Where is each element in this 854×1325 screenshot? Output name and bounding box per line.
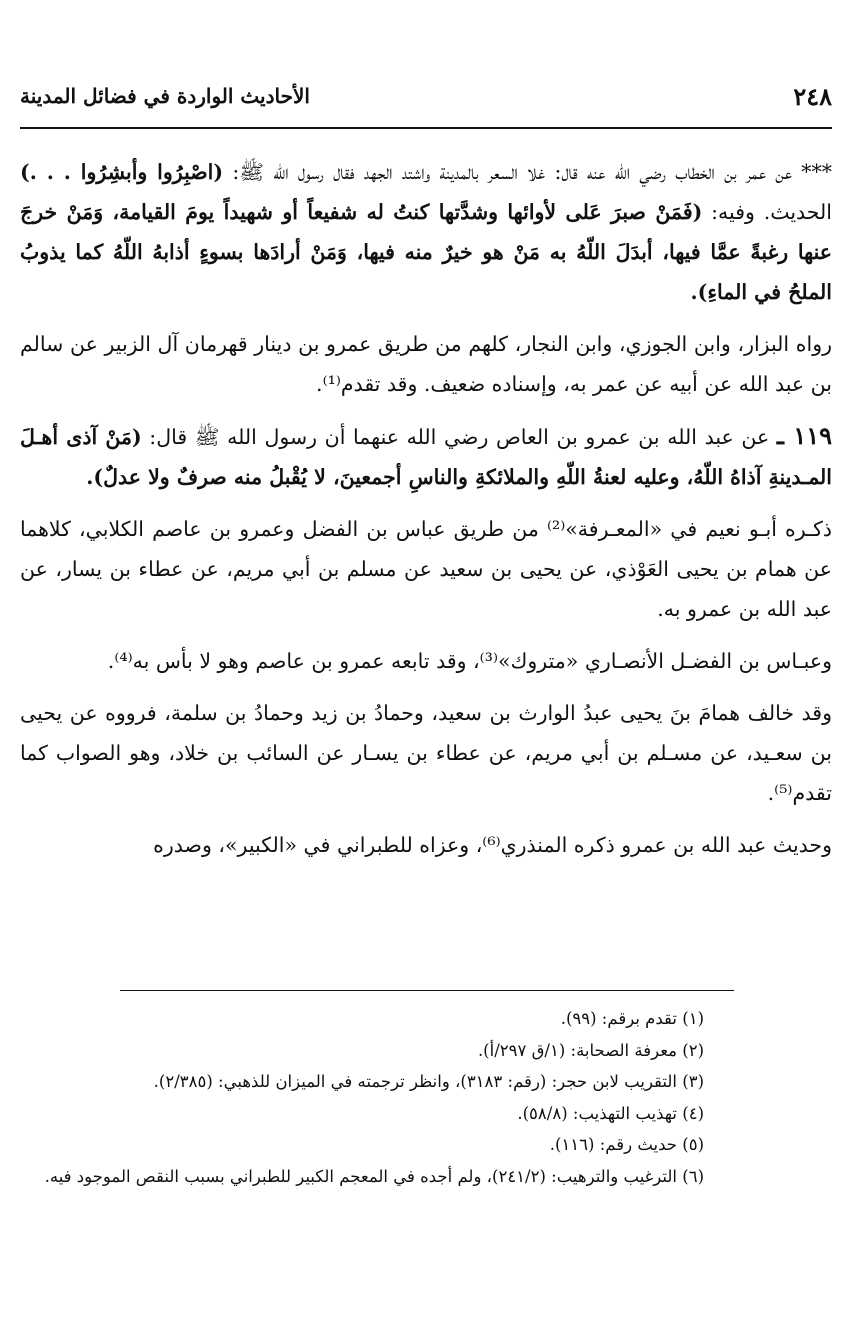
paragraph-text: وعبـاس بن الفضـل الأنصـاري «متروك»⁽³⁾، وقد تابعه عمرو بن عاصم وهو لا بأس به⁽⁴⁾. <box>107 649 832 673</box>
header-divider <box>20 127 832 129</box>
paragraph-text: ذكـره أبـو نعيم في «المعـرفة»⁽²⁾ من طريق عباس بن الفضل وعمرو بن عاصم الكلابي، كلاهما عن همام بن يحيى العَوْذي، عن يحيى بن سعيد عن مسلم بن أبي مريم، عن عطاء بن يسار، عن عبد الله بن عمرو به. <box>20 517 832 621</box>
paragraph-takhrij-3 <box>20 641 832 681</box>
footnote: (١) تقدم برقم: (٩٩). <box>560 1009 704 1028</box>
paragraph-text: وحديث عبد الله بن عمرو ذكره المنذري⁽⁶⁾، وعزاه للطبراني في «الكبير»، وصدره <box>153 833 832 857</box>
hadith-quote: (مَنْ آذى أهـلَ المـدينةِ آذاهُ اللّهُ، وعليه لعنةُ اللّهِ والملائكةِ والناسِ أجمعينَ، لا يُقْبلُ منه صرفٌ ولا عدلٌ). <box>20 425 832 489</box>
paragraph-text: رواه البزار، وابن الجوزي، وابن النجار، كلهم من طريق عمرو بن دينار قهرمان آل الزبير عن سالم بن عبد الله عن أبيه عن عمر به، وإسناده ضعيف. وقد تقدم⁽¹⁾. <box>20 332 832 396</box>
main-text <box>20 152 832 877</box>
paragraph-text: عن عبد الله بن عمرو بن العاص رضي الله عنهما أن رسول الله ﷺ قال: <box>141 425 777 449</box>
paragraph-takhrij-5 <box>20 825 832 865</box>
page-number: ٢٤٨ <box>793 82 832 111</box>
footnote: (٣) التقريب لابن حجر: (رقم: ٣١٨٣)، وانظر ترجمته في الميزان للذهبي: (٢/٣٨٥). <box>153 1072 704 1091</box>
paragraph-text: وقد خالف همامَ بنَ يحيى عبدُ الوارث بن سعيد، وحمادُ بن زيد وحمادُ بن سلمة، فرووه عن يحيى بن سعـيد، عن مسـلم بن أبي مريم، عن عطاء بن يسـار عن السائب بن خلاد، وهو الصواب كما تقدم⁽⁵⁾. <box>20 701 832 805</box>
hadith-number: ١١٩ ـ <box>776 421 833 450</box>
hadith-quote: (فَمَنْ صبرَ عَلى لأوائها وشدَّتها كنتُ له شفيعاً أو شهيداً يومَ القيامة، وَمَنْ خرجَ عنها رغبةً عمَّا فيها، أبدَلَ اللّهُ به مَنْ هو خيرٌ منه فيها، وَمَنْ أرادَها بسوءٍ أذابهُ اللّهُ كما يذوبُ الملحُ في الماءِ). <box>20 200 832 304</box>
footnote-divider <box>120 990 734 991</box>
running-title: الأحاديث الواردة في فضائل المدينة <box>20 84 310 108</box>
paragraph-hadith-119 <box>20 416 832 497</box>
paragraph-text: الحديث. وفيه: <box>702 200 832 224</box>
page-header <box>20 82 832 116</box>
paragraph-umar-hadith <box>20 152 832 312</box>
paragraph-takhrij-1 <box>20 324 832 404</box>
paragraph-text: *** عن عمر بن الخطاب رضي الله عنه قال: غلا السعر بالمدينة واشتد الجهد فقال رسول الله ﷺ: <box>223 160 832 184</box>
paragraph-takhrij-4 <box>20 693 832 813</box>
footnotes <box>20 1003 704 1192</box>
hadith-quote: (اصْبِرُوا وأبشِرُوا . . .) <box>20 160 224 184</box>
footnote: (٤) تهذيب التهذيب: (٥٨/٨). <box>517 1103 704 1123</box>
footnote: (٢) معرفة الصحابة: (١/ق ٢٩٧/أ). <box>477 1040 704 1060</box>
footnote: (٦) الترغيب والترهيب: (٢٤١/٢)، ولم أجده في المعجم الكبير للطبراني بسبب النقص الموجود فيه. <box>44 1166 704 1186</box>
paragraph-takhrij-2 <box>20 509 832 629</box>
footnote: (٥) حديث رقم: (١١٦). <box>549 1135 704 1154</box>
